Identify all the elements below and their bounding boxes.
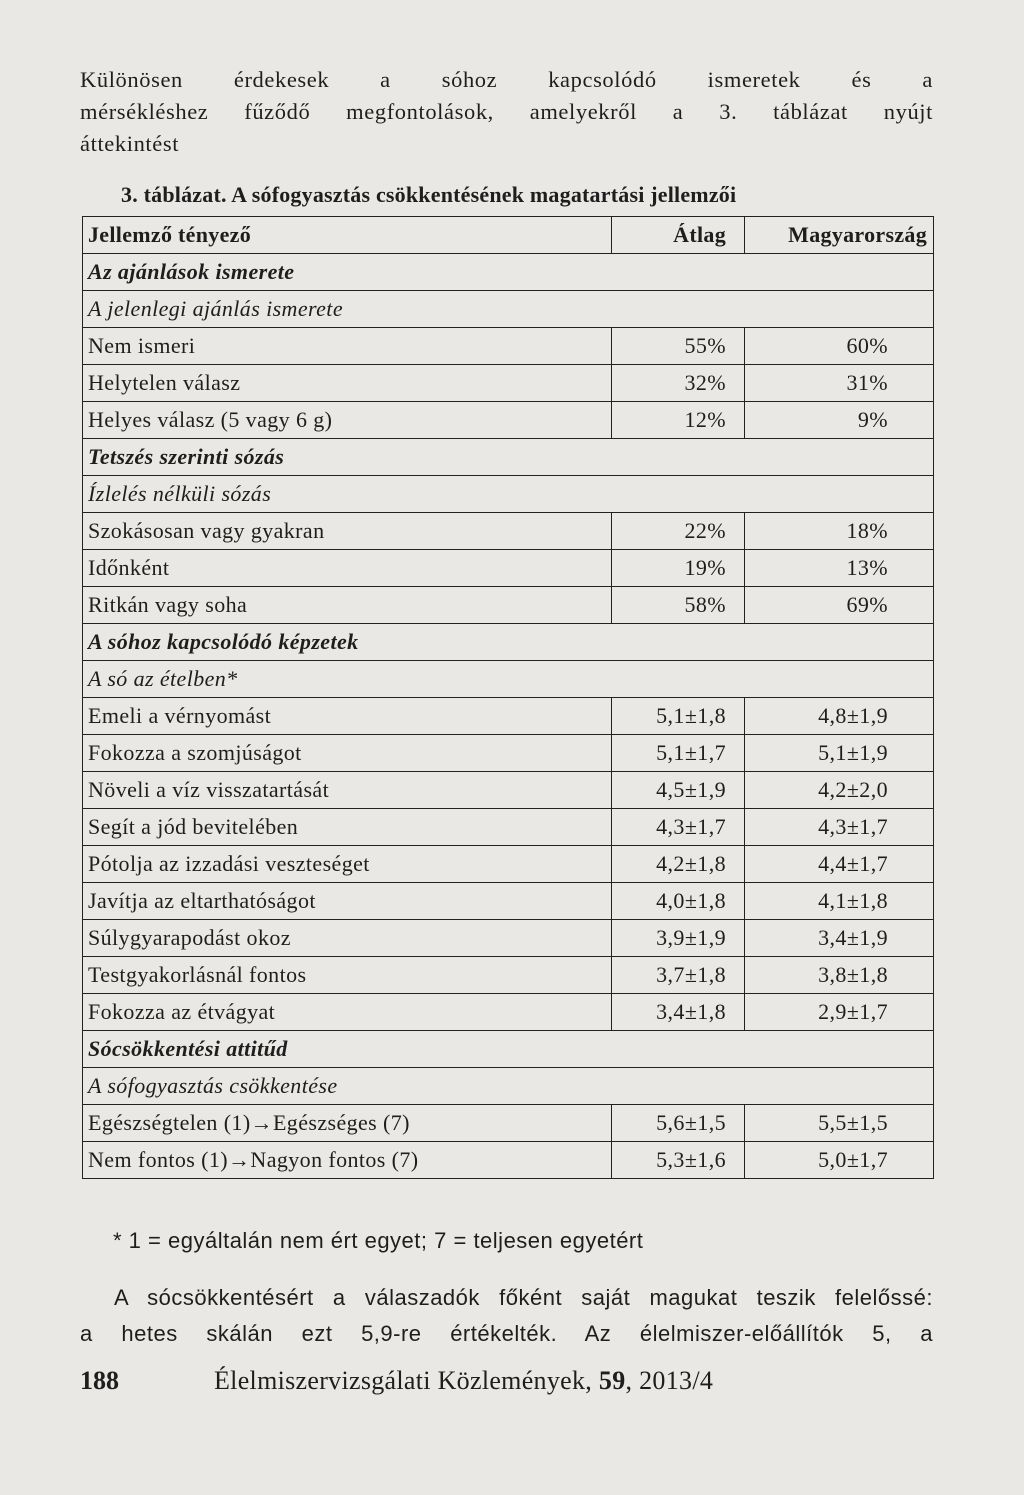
table-row [83,809,934,846]
row-average: 12% [612,402,745,439]
subsection-row [83,1068,934,1105]
row-label: Fokozza az étvágyat [83,994,612,1031]
table-row [83,328,934,365]
journal-volume: 59 [598,1366,626,1395]
subsection-row [83,476,934,513]
intro-paragraph [80,64,933,160]
closing-line: A sócsökkentésért a válaszadók főként saját magukat teszik felelőssé: [114,1285,933,1310]
row-label: Helyes válasz (5 vagy 6 g) [83,402,612,439]
row-average: 5,3±1,6 [612,1142,745,1179]
row-hungary: 5,1±1,9 [745,735,934,772]
row-label: Nem fontos (1)→Nagyon fontos (7) [83,1142,612,1179]
table-caption [121,182,736,208]
row-average: 19% [612,550,745,587]
subsection-row [83,661,934,698]
row-hungary: 60% [745,328,934,365]
row-label: Pótolja az izzadási veszteséget [83,846,612,883]
row-hungary: 4,1±1,8 [745,883,934,920]
row-average: 4,3±1,7 [612,809,745,846]
subsection-row [83,291,934,328]
subsection-title: Ízlelés nélküli sózás [83,476,934,513]
table-row [83,735,934,772]
header-hungary: Magyarország [745,217,934,254]
section-title: Sócsökkentési attitűd [83,1031,934,1068]
row-hungary: 3,4±1,9 [745,920,934,957]
row-hungary: 31% [745,365,934,402]
row-label: Segít a jód bevitelében [83,809,612,846]
header-factor: Jellemző tényező [83,217,612,254]
row-hungary: 69% [745,587,934,624]
table-row [83,846,934,883]
table-row [83,920,934,957]
row-average: 3,9±1,9 [612,920,745,957]
row-label: Javítja az eltarthatóságot [83,883,612,920]
row-average: 4,2±1,8 [612,846,745,883]
row-average: 5,6±1,5 [612,1105,745,1142]
closing-paragraph [80,1280,933,1352]
row-average: 58% [612,587,745,624]
section-row [83,439,934,476]
table-row [83,957,934,994]
journal-citation [214,1366,713,1396]
row-average: 22% [612,513,745,550]
row-label: Emeli a vérnyomást [83,698,612,735]
table-row [83,513,934,550]
row-average: 3,7±1,8 [612,957,745,994]
subsection-title: A sófogyasztás csökkentése [83,1068,934,1105]
journal-name: Élelmiszervizsgálati Közlemények, [214,1366,593,1395]
table-row [83,1142,934,1179]
row-label: Egészségtelen (1)→Egészséges (7) [83,1105,612,1142]
journal-issue: , 2013/4 [625,1366,714,1395]
row-label: Időnként [83,550,612,587]
table-row [83,365,934,402]
row-hungary: 13% [745,550,934,587]
row-hungary: 5,5±1,5 [745,1105,934,1142]
table-row [83,994,934,1031]
closing-line: a hetes skálán ezt 5,9-re értékelték. Az élelmiszer-előállítók 5, a [80,1321,933,1346]
header-average: Átlag [612,217,745,254]
row-average: 3,4±1,8 [612,994,745,1031]
row-hungary: 2,9±1,7 [745,994,934,1031]
table-row [83,550,934,587]
row-hungary: 4,8±1,9 [745,698,934,735]
row-average: 4,0±1,8 [612,883,745,920]
table-row [83,698,934,735]
row-average: 55% [612,328,745,365]
row-hungary: 18% [745,513,934,550]
subsection-title: A só az ételben* [83,661,934,698]
row-hungary: 4,4±1,7 [745,846,934,883]
intro-line: Különösen érdekesek a sóhoz kapcsolódó ismeretek és a [80,67,933,92]
section-title: A sóhoz kapcsolódó képzetek [83,624,934,661]
row-average: 4,5±1,9 [612,772,745,809]
row-hungary: 4,2±2,0 [745,772,934,809]
intro-line: áttekintést [80,131,180,156]
row-label: Testgyakorlásnál fontos [83,957,612,994]
section-title: Az ajánlások ismerete [83,254,934,291]
behaviour-table [82,216,934,1179]
row-label: Ritkán vagy soha [83,587,612,624]
table-row [83,1105,934,1142]
row-average: 5,1±1,7 [612,735,745,772]
intro-line: mérsékléshez fűződő megfontolások, amelyekről a 3. táblázat nyújt [80,99,933,124]
table-row [83,883,934,920]
section-row [83,254,934,291]
table-row [83,772,934,809]
row-label: Növeli a víz visszatartását [83,772,612,809]
row-hungary: 4,3±1,7 [745,809,934,846]
section-row [83,1031,934,1068]
row-average: 32% [612,365,745,402]
section-row [83,624,934,661]
row-hungary: 9% [745,402,934,439]
page-number: 188 [80,1366,119,1395]
table-row [83,587,934,624]
row-label: Súlygyarapodást okoz [83,920,612,957]
row-hungary: 3,8±1,8 [745,957,934,994]
table-header-row [83,217,934,254]
subsection-title: A jelenlegi ajánlás ismerete [83,291,934,328]
section-title: Tetszés szerinti sózás [83,439,934,476]
table-caption-text: A sófogyasztás csökkentésének magatartási jellemzői [231,182,737,207]
table-footnote: * 1 = egyáltalán nem ért egyet; 7 = teljesen egyetért [113,1228,644,1253]
table-row [83,402,934,439]
row-hungary: 5,0±1,7 [745,1142,934,1179]
row-label: Nem ismeri [83,328,612,365]
row-average: 5,1±1,8 [612,698,745,735]
row-label: Fokozza a szomjúságot [83,735,612,772]
row-label: Helytelen válasz [83,365,612,402]
table-caption-label: 3. táblázat. [121,182,227,207]
row-label: Szokásosan vagy gyakran [83,513,612,550]
